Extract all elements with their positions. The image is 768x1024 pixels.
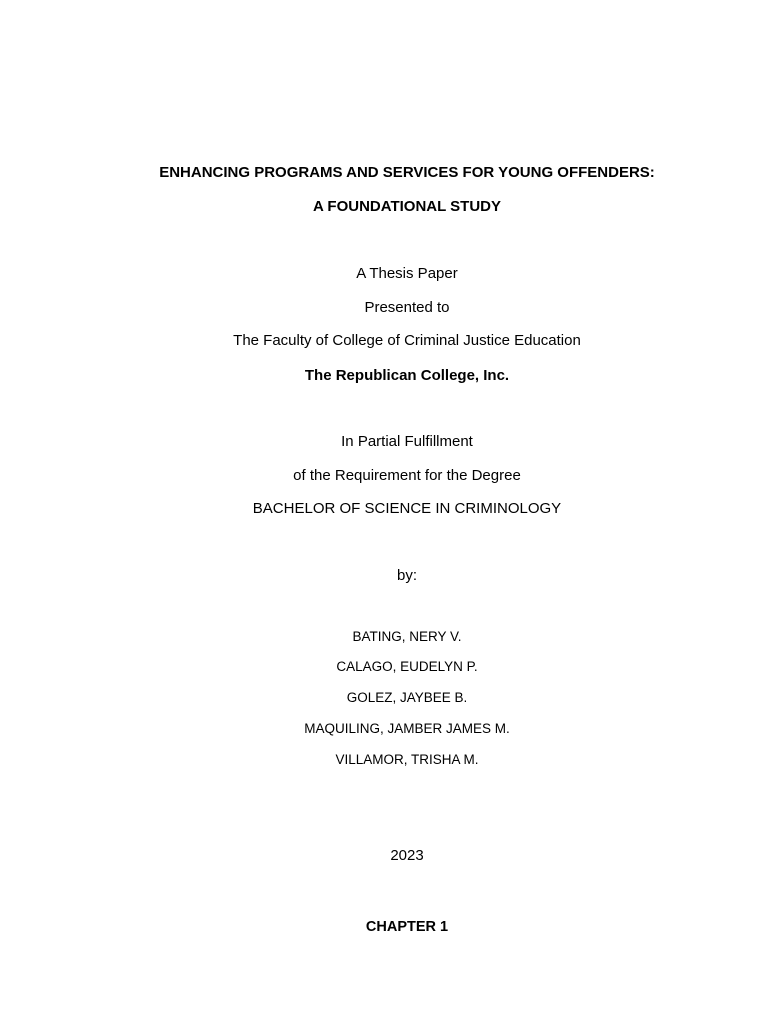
degree-name: BACHELOR OF SCIENCE IN CRIMINOLOGY: [252, 500, 562, 517]
document-type: A Thesis Paper: [356, 265, 458, 282]
faculty-name: The Faculty of College of Criminal Justice Education: [233, 332, 581, 349]
fulfillment-line-2: of the Requirement for the Degree: [293, 467, 521, 484]
thesis-title-line-2: A FOUNDATIONAL STUDY: [312, 198, 502, 215]
author-name: BATING, NERY V.: [352, 629, 462, 644]
author-name: CALAGO, EUDELYN P.: [336, 659, 478, 674]
by-label: by:: [396, 567, 417, 584]
thesis-title-line-1: ENHANCING PROGRAMS AND SERVICES FOR YOUNG OFFENDERS:: [159, 164, 655, 181]
chapter-heading: CHAPTER 1: [365, 919, 449, 935]
author-name: VILLAMOR, TRISHA M.: [335, 752, 479, 767]
presented-to: Presented to: [364, 299, 450, 316]
author-name: GOLEZ, JAYBEE B.: [346, 690, 468, 705]
fulfillment-line-1: In Partial Fulfillment: [341, 433, 473, 450]
author-name: MAQUILING, JAMBER JAMES M.: [304, 721, 510, 736]
year: 2023: [390, 847, 424, 864]
institution-name: The Republican College, Inc.: [304, 367, 510, 384]
